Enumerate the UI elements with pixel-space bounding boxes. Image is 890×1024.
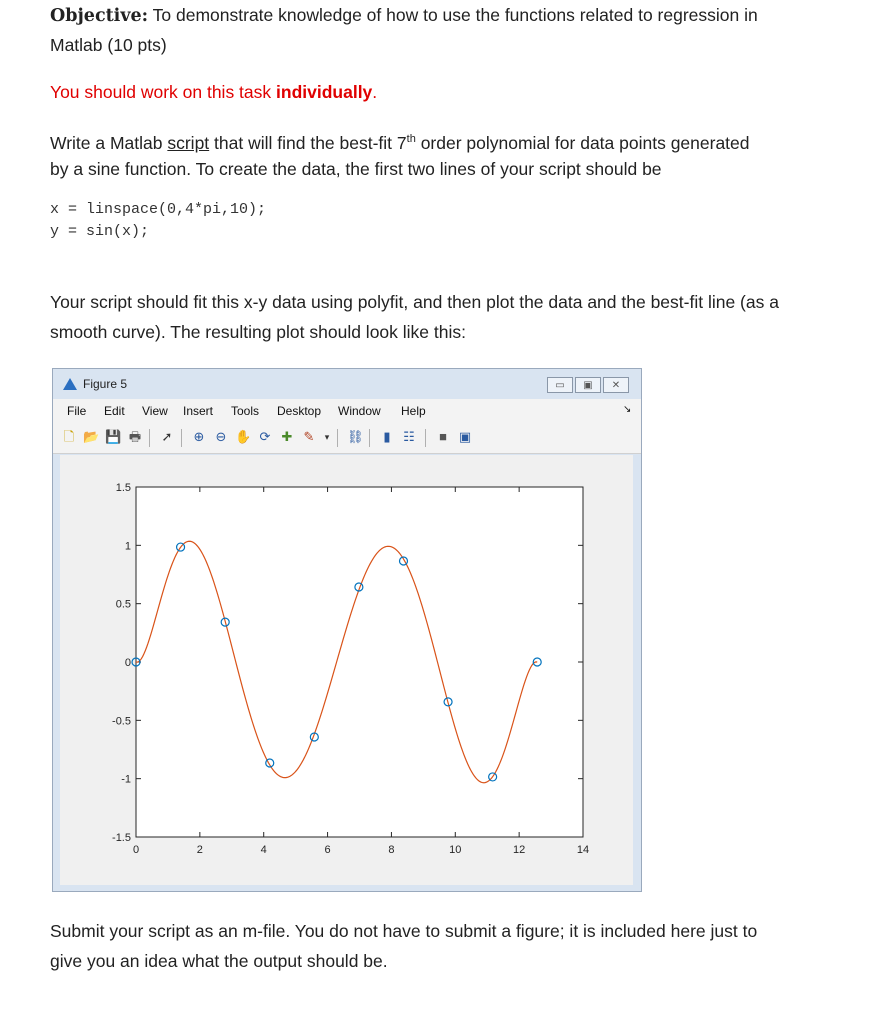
task-pre: Write a Matlab bbox=[50, 132, 168, 153]
menu-view[interactable]: View bbox=[142, 404, 168, 418]
zoom-in-icon[interactable]: ⊕ bbox=[193, 429, 205, 444]
x-tick-label: 8 bbox=[388, 844, 395, 856]
x-tick-label: 10 bbox=[449, 844, 462, 856]
edit-plot-pointer-icon[interactable]: ➚ bbox=[161, 429, 173, 444]
toolbar-separator bbox=[369, 429, 370, 447]
menu-bar bbox=[53, 399, 641, 423]
script-link[interactable]: script bbox=[167, 132, 210, 153]
minimize-button[interactable]: ▭ bbox=[547, 377, 573, 393]
toolbar-separator bbox=[149, 429, 150, 447]
brush-dropdown-icon[interactable]: ▾ bbox=[324, 432, 330, 442]
close-button[interactable]: ✕ bbox=[603, 377, 629, 393]
figure-title: Figure 5 bbox=[83, 377, 128, 391]
menu-desktop[interactable]: Desktop bbox=[277, 404, 322, 418]
y-tick-label: 1.5 bbox=[115, 482, 131, 494]
objective-line-2: Matlab (10 pts) bbox=[50, 35, 167, 55]
menu-tools[interactable]: Tools bbox=[231, 404, 260, 418]
y-tick-label: 0.5 bbox=[115, 598, 131, 611]
rotate-3d-icon[interactable]: ⟳ bbox=[259, 429, 271, 444]
menu-insert[interactable]: Insert bbox=[183, 404, 214, 418]
objective-heading: Objective: bbox=[50, 6, 149, 26]
y-tick-label: -1.5 bbox=[112, 832, 131, 844]
save-icon[interactable]: 💾 bbox=[105, 429, 122, 444]
fit-line-1: Your script should fit this x-y data using polyfit, and then plot the data and the best-fit line (as a bbox=[50, 292, 779, 312]
menu-edit[interactable]: Edit bbox=[104, 404, 125, 418]
figure-titlebar[interactable] bbox=[53, 369, 641, 399]
menu-file[interactable]: File bbox=[67, 404, 87, 418]
figure-window bbox=[52, 368, 642, 892]
open-file-icon[interactable]: 📂 bbox=[83, 429, 100, 444]
data-cursor-icon[interactable]: ✚ bbox=[281, 429, 293, 444]
y-tick-label: -0.5 bbox=[112, 715, 131, 728]
submit-line-1: Submit your script as an m-file. You do not have to submit a figure; it is included here just to bbox=[50, 921, 758, 941]
y-tick-label: 1 bbox=[124, 540, 131, 553]
fit-line-2: smooth curve). The resulting plot should look like this: bbox=[50, 322, 466, 342]
task-mid: that will find the best-fit 7 bbox=[209, 132, 407, 153]
figure-canvas bbox=[60, 455, 633, 885]
insert-legend-icon[interactable]: ☷ bbox=[403, 429, 415, 444]
toolbar-separator bbox=[337, 429, 338, 447]
insert-colorbar-icon[interactable]: ▮ bbox=[383, 429, 391, 444]
link-plot-icon[interactable]: ⛓ bbox=[347, 429, 364, 444]
zoom-out-icon[interactable]: ⊖ bbox=[215, 429, 227, 444]
x-tick-label: 4 bbox=[260, 844, 267, 856]
axes-box bbox=[136, 487, 583, 837]
individual-suffix: . bbox=[372, 82, 378, 102]
code-block bbox=[50, 199, 266, 243]
y-tick-label: -1 bbox=[121, 773, 131, 786]
show-plot-tools-icon[interactable]: ▣ bbox=[458, 429, 472, 444]
x-tick-label: 0 bbox=[132, 844, 140, 856]
matlab-logo-icon bbox=[63, 378, 77, 390]
figure-toolbar bbox=[53, 423, 641, 454]
task-sup: th bbox=[406, 133, 416, 145]
pan-hand-icon[interactable]: ✋ bbox=[235, 429, 252, 444]
x-tick-label: 12 bbox=[513, 844, 526, 856]
new-figure-icon[interactable]: 🗋 bbox=[63, 429, 75, 444]
print-icon[interactable]: 🖶 bbox=[128, 429, 142, 444]
brush-icon[interactable]: ✎ bbox=[303, 429, 315, 444]
dock-arrow-icon[interactable]: ↘ bbox=[623, 404, 632, 415]
menu-help[interactable]: Help bbox=[401, 404, 426, 418]
objective-line-1 bbox=[50, 0, 758, 31]
individual-prefix: You should work on this task bbox=[50, 82, 277, 102]
individual-bold: individually bbox=[276, 82, 373, 102]
task-post: order polynomial for data points generated bbox=[415, 132, 750, 153]
task-line-1 bbox=[50, 124, 750, 158]
individual-notice bbox=[50, 77, 377, 107]
x-tick-label: 6 bbox=[324, 844, 331, 856]
x-tick-label: 14 bbox=[576, 844, 590, 856]
task-line-2: by a sine function. To create the data, the first two lines of your script should be bbox=[50, 159, 662, 179]
restore-button[interactable]: ▣ bbox=[575, 377, 601, 393]
hide-plot-tools-icon[interactable]: ■ bbox=[439, 429, 447, 444]
code-line-1: x = linspace(0,4*pi,10); bbox=[50, 201, 267, 218]
plot-svg[interactable] bbox=[60, 455, 633, 885]
objective-text: To demonstrate knowledge of how to use the functions related to regression in bbox=[152, 5, 758, 25]
toolbar-separator bbox=[425, 429, 426, 447]
menu-window[interactable]: Window bbox=[338, 404, 381, 418]
code-line-2: y = sin(x); bbox=[50, 223, 150, 240]
toolbar-separator bbox=[181, 429, 182, 447]
x-tick-label: 2 bbox=[196, 844, 203, 856]
y-tick-label: 0 bbox=[124, 657, 131, 669]
submit-line-2: give you an idea what the output should be. bbox=[50, 951, 388, 971]
